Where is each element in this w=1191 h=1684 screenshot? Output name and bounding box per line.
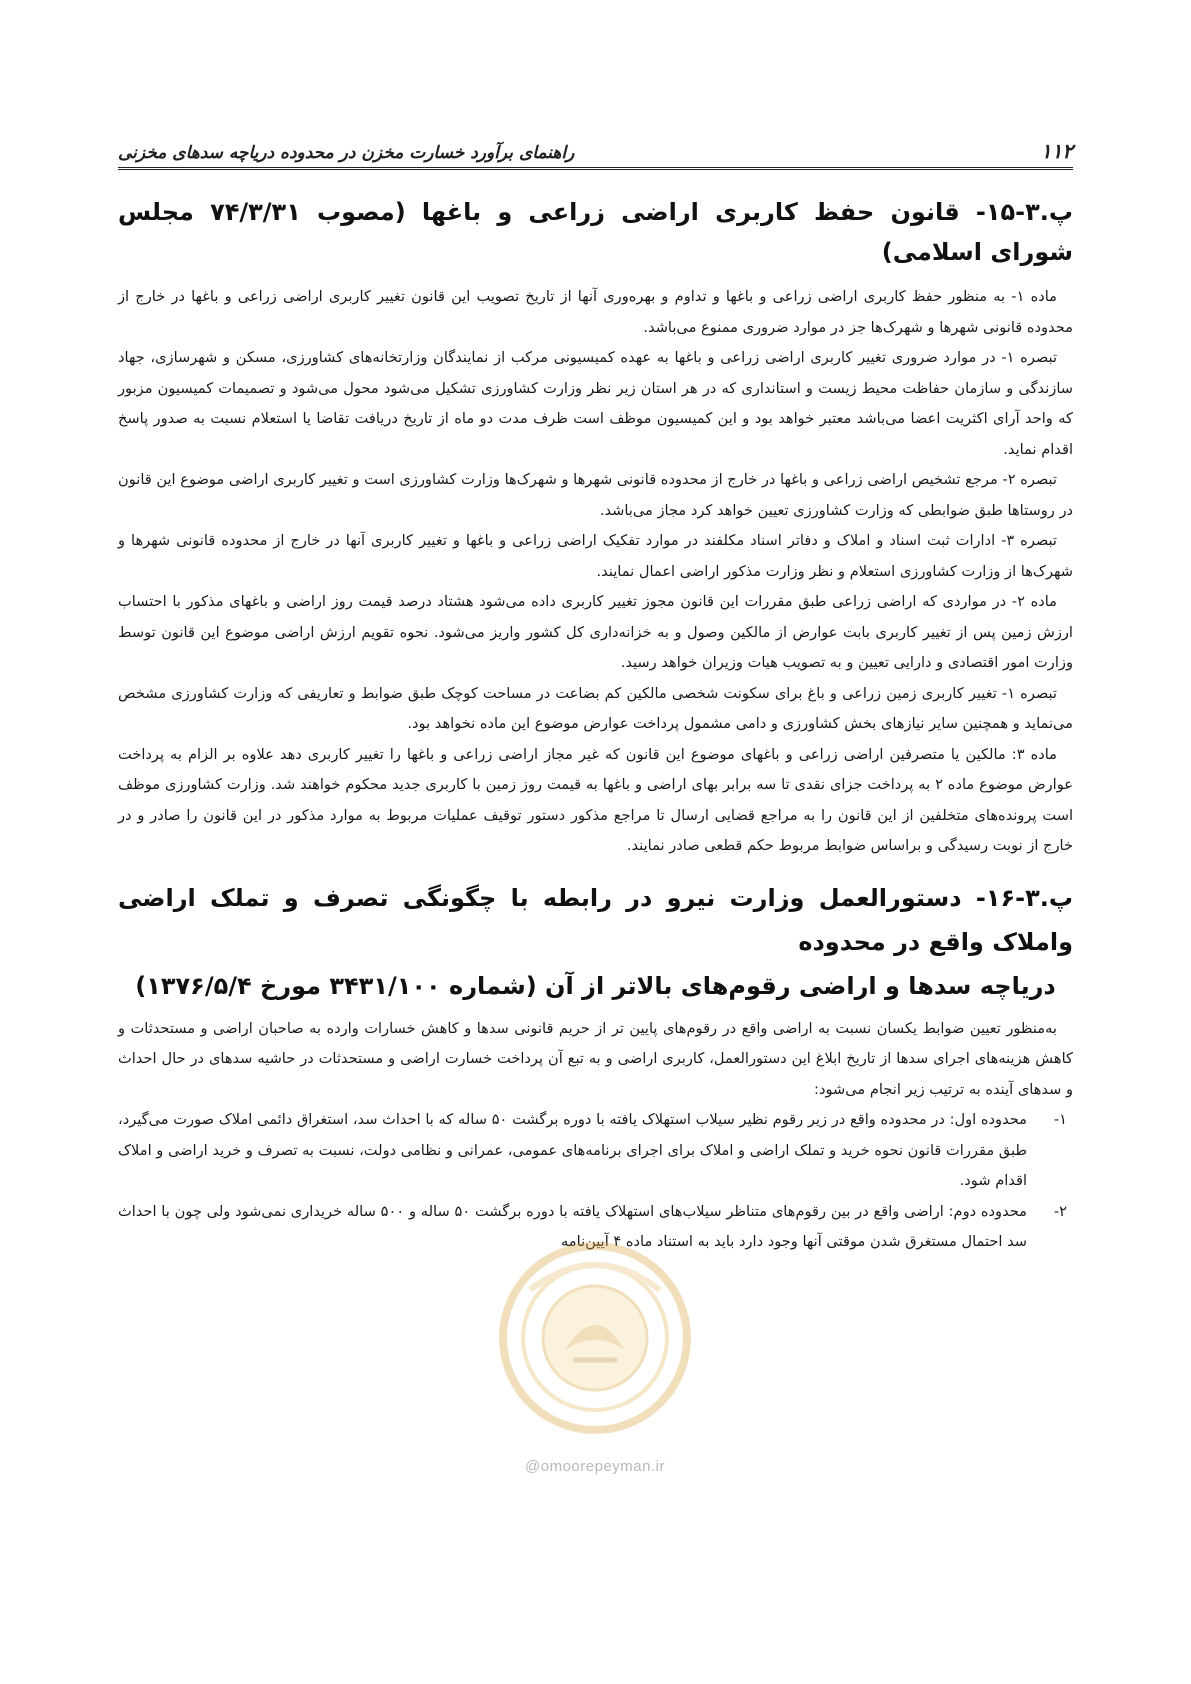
paragraph-article-1: ماده ۱- به منظور حفظ کاربری اراضی زراعی و باغها و تداوم و بهره‌وری آنها از تاریخ تصویب این قانون تغییر کاربری اراضی زراعی و باغها در خارج از محدوده قانونی شهرها و شهرک‌ها جز در موارد ضروری ممنوع می‌باشد.	[118, 288, 1073, 336]
omoorepeyman-seal-logo-icon	[470, 1230, 720, 1450]
paragraph-note-1: تبصره ۱- در موارد ضروری تغییر کاربری اراضی زراعی و باغها به عهده کمیسیونی مرکب از نمایندگان وزارتخانه‌های کشاورزی، مسکن و شهرسازی، جهاد سازندگی و سازمان حفاظت محیط زیست و استانداری که در هر استان زیر نظر وزارت کشاورزی تشکیل می‌شود محول می‌شود و تصمیمات کمیسیون مزبور که واحد آرای اکثریت اعضا می‌باشد معتبر خواهد بود و این کمیسیون موظف است ظرف مدت دو ماه از تاریخ دریافت تقاضا یا استعلام نسبت به صدور پاسخ اقدام نماید.	[118, 349, 1073, 458]
list-item	[118, 1105, 1073, 1197]
zone-list	[118, 1105, 1073, 1258]
paragraph-note-2: تبصره ۲- مرجع تشخیص اراضی زراعی و باغها در خارج از محدوده قانونی شهرها و شهرک‌ها وزارت کشاورزی است و تغییر کاربری اراضی موضوع این قانون در روستاها طبق ضوابطی که وزارت کشاورزی تعیین خواهد کرد مجاز می‌باشد.	[118, 471, 1073, 519]
list-item-number: ۱-	[1053, 1111, 1067, 1128]
section-heading-line-2: دریاچه سدها و اراضی رقوم‌های بالاتر از آن (شماره ۳۴۳۱/۱۰۰ مورخ ۱۳۷۶/۵/۴)	[135, 971, 1056, 1000]
page-number: ۱۱۲	[1040, 139, 1073, 163]
watermark-url: @omoorepeyman.ir	[525, 1458, 665, 1475]
section-heading-line-1: پ.۳-۱۶- دستورالعمل وزارت نیرو در رابطه با چگونگی تصرف و تملک اراضی واملاک واقع در محدوده	[118, 883, 1073, 956]
paragraph-directive-intro: به‌منظور تعیین ضوابط یکسان نسبت به اراضی واقع در رقوم‌های پایین تر از حریم قانونی سدها و کاهش خسارات وارده به صاحبان اراضی و مستحدثات و کاهش هزینه‌های اجرای سدها از تاریخ ابلاغ این دستورالعمل، کاربری اراضی و به تبع آن پرداخت خسارت اراضی و مستحدثات در حاشیه سدهای در حال احداث و سدهای آینده به ترتیب زیر انجام می‌شود:	[118, 1019, 1073, 1098]
list-item	[118, 1197, 1073, 1258]
list-item-text: محدوده دوم: اراضی واقع در بین رقوم‌های متناظر سیلاب‌های استهلاک یافته با دوره برگشت ۵۰ ساله و ۵۰۰ ساله خریداری نمی‌شود ولی چون با احداث سد احتمال مستغرق شدن موقتی آنها وجود دارد باید به استناد ماده ۴ آیین‌نامه	[118, 1202, 1027, 1250]
paragraph-note-3: تبصره ۳- ادارات ثبت اسناد و املاک و دفاتر اسناد مکلفند در موارد تفکیک اراضی زراعی و باغها و تغییر کاربری آنها در خارج از محدوده قانونی شهرها و شهرک‌ها از وزارت کشاورزی استعلام و نظر وزارت مذکور اراضی اعمال نمایند.	[118, 532, 1073, 580]
section-heading-energy-ministry-directive	[118, 876, 1073, 1008]
paragraph-article-3: ماده ۳: مالکین یا متصرفین اراضی زراعی و باغهای موضوع این قانون که غیر مجاز اراضی زراعی و باغها را تغییر کاربری دهد علاوه بر الزام به پرداخت عوارض موضوع ماده ۲ به پرداخت جزای نقدی تا سه برابر بهای اراضی و باغها به قیمت روز زمین با کاربری جدید محکوم خواهند شد. وزارت کشاورزی موظف است پرونده‌های متخلفین از این قانون را به مراجع قضایی ارسال تا مراجع مذکور دستور توقیف عملیات مربوط به موارد مذکور در این قانون را صادر و در خارج از نوبت رسیدگی و براساس ضوابط مربوط حکم قطعی صادر نمایند.	[118, 745, 1073, 854]
list-item-text: محدوده اول: در محدوده واقع در زیر رقوم نظیر سیلاب استهلاک یافته با دوره برگشت ۵۰ ساله که با احداث سد، استغراق دائمی املاک صورت می‌گیرد، طبق مقررات قانون نحوه خرید و تملک اراضی و املاک برای اجرای برنامه‌های عمومی، عمرانی و نظامی دولت، نسبت به تصرف و خرید اراضی و املاک اقدام شود.	[118, 1111, 1027, 1189]
paragraph-article-2: ماده ۲- در مواردی که اراضی زراعی طبق مقررات این قانون مجوز تغییر کاربری داده می‌شود هشتاد درصد قیمت روز اراضی و باغهای مذکور با احتساب ارزش زمین پس از تغییر کاربری بابت عوارض از مالکین وصول و به خزانه‌داری کل کشور واریز می‌شود. نحوه تقویم ارزش اراضی موضوع این قانون توسط وزارت امور اقتصادی و دارایی تعیین و به تصویب هیات وزیران خواهد رسید.	[118, 593, 1073, 671]
page-content	[118, 188, 1073, 1258]
section-heading-land-use-law: پ.۳-۱۵- قانون حفظ کاربری اراضی زراعی و باغها (مصوب ۷۴/۳/۳۱ مجلس شورای اسلامی)	[118, 198, 1074, 266]
running-header	[118, 130, 1073, 170]
paragraph-article-2-note-1: تبصره ۱- تغییر کاربری زمین زراعی و باغ برای سکونت شخصی مالکین کم بضاعت در مساحت کوچک طبق ضوابط و تعاریفی که وزارت کشاورزی مشخص می‌نماید و همچنین سایر نیازهای بخش کشاورزی و دامی مشمول پرداخت عوارض موضوع این ماده نخواهد بود.	[118, 684, 1073, 732]
list-item-number: ۲-	[1053, 1202, 1067, 1220]
running-title: راهنمای برآورد خسارت مخزن در محدوده دریاچه سدهای مخزنی	[118, 143, 575, 163]
